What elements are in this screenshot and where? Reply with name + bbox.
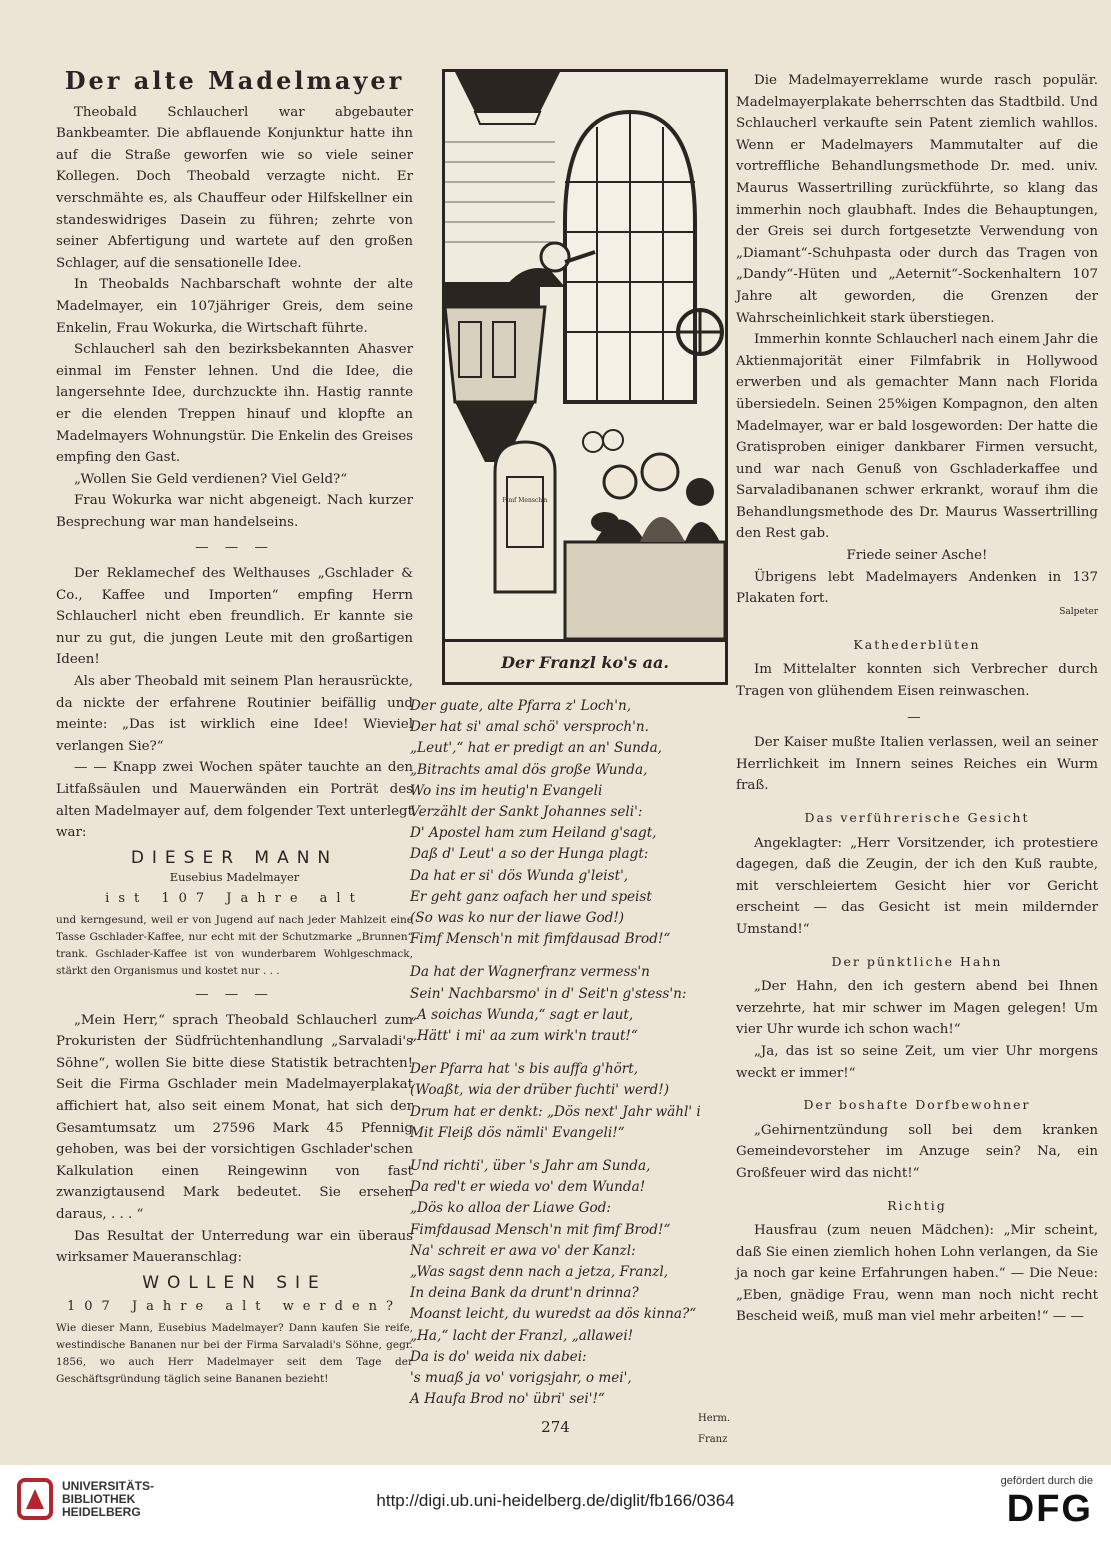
paragraph: — — Knapp zwei Wochen später tauchte an den Litfaßsäulen und Mauerwänden ein Porträt des alten Madelmayer auf, dem folgender Text unterlegt war: xyxy=(56,760,413,841)
viewer-footer xyxy=(0,1465,1111,1561)
section-heading: Der boshafte Dorfbewohner xyxy=(803,1097,1031,1113)
poem-line: „Ha,“ lacht der Franzl, „allawei! xyxy=(410,1327,634,1344)
poem-line: Da is do' weida nix dabei: xyxy=(410,1348,587,1365)
poem-line: Fimf Mensch'n mit fimfdausad Brod!“ xyxy=(410,931,671,948)
dfg-wordmark: DFG xyxy=(1006,1488,1093,1530)
poem-line: (Woaßt, wia der drüber fuchti' werd!) xyxy=(410,1082,669,1099)
paragraph: „Mein Herr,“ sprach Theobald Schlaucherl zum Prokuristen der Südfrüchtenhandlung „Sarvaladi's Söhne“, wollen Sie bitte diese Statistik betrachten! Seit die Firma Gschlader mein Madelmayerplakat affichiert hat, also seit einem Monat, hat sich der Gesamtumsatz um 27596 Mark 45 Pfennig gehoben, was bei der vorsichtigen Gschlader'schen Kalkulation einen Reingewinn von fast zwanzigtausend Mark bedeutet. Sie ersehen daraus, . . . “ xyxy=(56,1012,413,1222)
pulpit-drawing xyxy=(445,72,725,639)
section-heading: Das verführerische Gesicht xyxy=(804,810,1030,825)
joke: „Der Hahn, den ich gestern abend bei Ihnen verzehrte, hat mir schwer im Magen gelegen! Um vier Uhr wurde ich schon wach!“ xyxy=(736,979,1098,1038)
poem-line: „A soichas Wunda,“ sagt er laut, xyxy=(410,1006,634,1023)
section-heading: Kathederblüten xyxy=(853,636,981,652)
poem-line: Fimfdausad Mensch'n mit fimf Brod!“ xyxy=(410,1221,671,1238)
dfg-logo[interactable] xyxy=(1001,1475,1093,1531)
paragraph: Frau Wokurka war nicht abgeneigt. Nach kurzer Besprechung war man handelseins. xyxy=(56,493,413,530)
joke: Der Kaiser mußte Italien verlassen, weil an seiner Herrlichkeit im Innern seines Reiches ein Wurm fraß. xyxy=(736,735,1098,794)
poem-stanza xyxy=(410,962,760,1047)
poem-line: „Hätt' i mi' aa zum wirk'n traut!“ xyxy=(410,1028,638,1045)
poem-line: „Leut',“ hat er predigt an an' Sunda, xyxy=(410,740,662,757)
section-separator: — — — xyxy=(195,540,274,556)
poem-line: 's muaß ja vo' vorigsjahr, o mei', xyxy=(410,1370,632,1387)
paragraph: Das Resultat der Unterredung war ein überaus wirksamer Maueranschlag: xyxy=(56,1228,413,1266)
ad-age: ist 107 Jahre alt xyxy=(105,891,364,907)
ad-headline: WOLLEN SIE xyxy=(142,1272,327,1293)
article-author: Salpeter xyxy=(1059,606,1098,617)
closing-line: Friede seiner Asche! xyxy=(846,548,988,564)
article-title: Der alte Madelmayer xyxy=(64,66,405,95)
poem-line: Wo ins im heutig'n Evangeli xyxy=(410,782,603,799)
illustration-caption: Der Franzl ko's aa. xyxy=(445,639,725,682)
poem-line: Da hat er si' dös Wunda g'leist', xyxy=(410,867,629,884)
poem-line: Daß d' Leut' a so der Hunga plagt: xyxy=(410,846,649,863)
source-url[interactable]: http://digi.ub.uni-heidelberg.de/diglit/fb166/0364 xyxy=(376,1491,735,1510)
paragraph: Die Madelmayerreklame wurde rasch populär. Madelmayerplakate beherrschten das Stadtbild. Und Schlaucherl verkaufte sein Patent ziemlich wahllos. Wenn er Madelmayers Mammutalter auf die vortreffliche Behandlungsmethode Dr. med. univ. Maurus Wassertrilling zurückführte, so klang das immerhin noch glaubhaft. Indes die Behauptungen, der Greis sei durch fortgesetzte Verwendung von „Diamant“-Schuhpasta oder durch das Tragen von „Dandy“-Hüten und „Aeternit“-Sockenhaltern 107 Jahre alt geworden, die Grenzen der Wahrscheinlichkeit stark überstiegen. xyxy=(736,73,1098,326)
poem-stanza xyxy=(410,696,760,950)
joke: Angeklagter: „Herr Vorsitzender, ich protestiere dagegen, daß die Zeugin, der ich den Kuß raubte, mit verschleiertem Gesicht hier vor Gericht erscheint — das Gesicht ist mein mildernder Umstand!“ xyxy=(736,835,1098,937)
poem-line: Mit Fleiß dös nämli' Evangeli!“ xyxy=(410,1124,625,1141)
poem-line: „Was sagst denn nach a jetza, Franzl, xyxy=(410,1264,669,1281)
church-illustration xyxy=(442,69,728,685)
section-separator: — — — xyxy=(195,986,274,1002)
paragraph: Der Reklamechef des Welthauses „Gschlader & Co., Kaffee und Importen“ empfing Herrn Schlaucherl nicht eben freundlich. Er kannte sie nur zu gut, die jungen Leute mit den großartigen Ideen! xyxy=(56,566,413,668)
poem-line: „Dös ko alloa der Liawe God: xyxy=(410,1200,611,1217)
poem-line: Sein' Nachbarsmo' in d' Seit'n g'stess'n: xyxy=(410,985,687,1002)
paragraph: Übrigens lebt Madelmayers Andenken in 137 Plakaten fort. xyxy=(736,569,1098,607)
article-column-right xyxy=(736,70,1098,1328)
poem-line: Verzählt der Sankt Johannes seli': xyxy=(410,804,643,821)
poem-line: Na' schreit er awa vo' der Kanzl: xyxy=(410,1242,636,1259)
poem-author: Herm. Franz xyxy=(698,1413,731,1446)
poem-line: Der guate, alte Pfarra z' Loch'n, xyxy=(410,698,632,714)
ad-headline: DIESER MANN xyxy=(130,847,339,868)
poem-line: „Bitrachts amal dös große Wunda, xyxy=(410,761,648,778)
poem-line: Da red't er wieda vo' dem Wunda! xyxy=(410,1179,646,1196)
poem-line: A Haufa Brod no' übri' sei'!“ xyxy=(410,1391,605,1408)
poem-stanza xyxy=(410,1156,760,1410)
joke: „Ja, das ist so seine Zeit, um vier Uhr morgens weckt er immer!“ xyxy=(736,1043,1098,1081)
poem-line: Moanst leicht, du wuredst aa dös kinna?“ xyxy=(410,1306,697,1323)
ad-body: und kerngesund, weil er von Jugend auf nach jeder Mahlzeit eine Tasse Gschlader-Kaffee, nur echt mit der Schutzmarke „Brunnen“ trank. Gschlader-Kaffee ist von wunderbarem Wohlgeschmack, stärkt den Organismus und kostet nur . . . xyxy=(56,913,413,977)
poem-line: Er geht ganz oafach her und speist xyxy=(410,888,652,905)
section-heading: Richtig xyxy=(887,1197,947,1213)
funded-by-label: gefördert durch die xyxy=(1000,1475,1093,1487)
section-heading: Der pünktliche Hahn xyxy=(831,953,1003,969)
paragraph: Schlaucherl sah den bezirksbekannten Ahasver einmal im Fenster lehnen. Und die Idee, die langersehnte Idee, durchzuckte ihn. Hastig rannte er die elenden Treppen hinauf und klopfte an Madelmayers Wohnungstür. Die Enkelin des Greises empfing den Gast. xyxy=(56,342,413,466)
section-separator: — xyxy=(907,709,927,725)
ad-name: Eusebius Madelmayer xyxy=(169,870,300,885)
ad-body: Wie dieser Mann, Eusebius Madelmayer? Dann kaufen Sie reife, westindische Bananen nur bei der Firma Sarvaladi's Söhne, gegr. 1856, wo auch Herr Madelmayer seit dem Tage der Geschäftsgründung täglich seine Bananen bezieht! xyxy=(56,1321,413,1385)
poem-line: Der hat si' amal schö' versproch'n. xyxy=(410,719,649,736)
poem-line: Und richti', über 's Jahr am Sunda, xyxy=(410,1158,651,1175)
joke: „Gehirnentzündung soll bei dem kranken Gemeindevorsteher im Anzuge sein? Na, ein Großfeuer wird das nicht!“ xyxy=(736,1122,1098,1181)
article-column-left xyxy=(56,66,413,1388)
plaque-text: Fimf Mensch'n xyxy=(502,497,548,504)
paragraph: „Wollen Sie Geld verdienen? Viel Geld?“ xyxy=(74,471,348,487)
paragraph: Als aber Theobald mit seinem Plan herausrückte, da nickte der erfahrene Routinier beifällig und meinte: „Das ist wirklich eine Idee! Wieviel verlangen Sie?“ xyxy=(56,674,413,754)
poem-line: Da hat der Wagnerfranz vermess'n xyxy=(410,964,650,981)
ad-age: 107 Jahre alt werden? xyxy=(67,1299,402,1315)
paragraph: Theobald Schlaucherl war abgebauter Bankbeamter. Die abflauende Konjunktur hatte ihn auf die Straße geworfen wie so viele seiner Kollegen. Doch Theobald verzagte nicht. Er verschmähte es, als Chauffeur oder Hilfskellner ein standeswidriges Dasein zu führen; zehrte von seiner Abfertigung und wartete auf den großen Schlager, auf die sensationelle Idee. xyxy=(56,104,413,271)
poem-line: Drum hat er denkt: „Dös next' Jahr wähl' i xyxy=(410,1103,701,1120)
joke: Im Mittelalter konnten sich Verbrecher durch Tragen von glühendem Eisen reinwaschen. xyxy=(736,662,1098,700)
poem-line: D' Apostel ham zum Heiland g'sagt, xyxy=(410,825,657,842)
page-number: 274 xyxy=(541,1418,570,1436)
poem-line: In deina Bank da drunt'n drinna? xyxy=(410,1285,639,1302)
poem-stanza xyxy=(410,1059,760,1144)
poem-line: Der Pfarra hat 's bis auffa g'hört, xyxy=(410,1061,639,1078)
poem-line: (So was ko nur der liawe God!) xyxy=(410,910,625,927)
paragraph: In Theobalds Nachbarschaft wohnte der alte Madelmayer, ein 107jähriger Greis, dem seine Enkelin, Frau Wokurka, die Wirtschaft führte. xyxy=(56,277,413,336)
joke: Hausfrau (zum neuen Mädchen): „Mir scheint, daß Sie einen ziemlich hohen Lohn verlangen, da Sie ja noch gar keine Erfahrungen haben.“ — Die Neue: „Eben, gnädige Frau, wenn man noch nicht recht Bescheid weiß, muß man viel mehr arbeiten!“ — — xyxy=(736,1223,1098,1325)
paragraph: Immerhin konnte Schlaucherl nach einem Jahr die Aktienmajorität einer Filmfabrik in Hollywood erwerben und als gemachter Mann nach Florida übersiedeln. Seinen 25%igen Kompagnon, den alten Madelmayer, war er bald losgeworden: Der hatte die Gratisproben einiger dankbarer Firmen versucht, und war nach Genuß von Gschladerkaffee und Sarvaladibananen schwer erkrankt, worauf ihm die Behandlungsmethode des Dr. Maurus Wassertrilling den Rest gab. xyxy=(736,332,1098,542)
library-name: UNIVERSITÄTS- BIBLIOTHEK HEIDELBERG xyxy=(62,1478,155,1519)
